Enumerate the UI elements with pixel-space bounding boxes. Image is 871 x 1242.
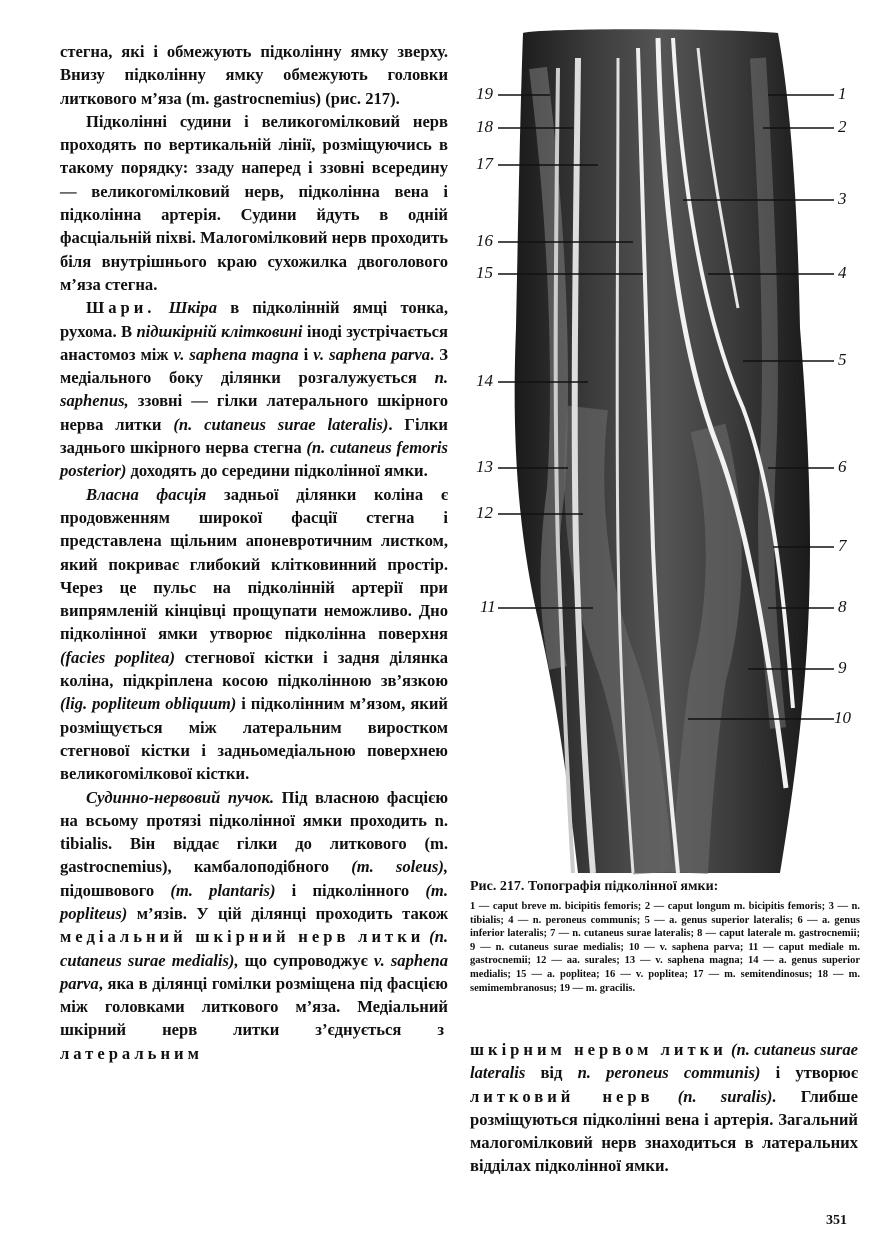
caption-legend: 1 — caput breve m. bicipitis femoris; 2 — caput longum m. bicipitis femoris; 3 — n. tibialis; 4 — n. peroneus communis; 5 — a. genus superior lateralis; 6 — a. genus inferior lateralis; 7 — n. cutaneus surae lateralis; 8 — caput laterale m. gastrocnemii; 9 — n. cutaneus surae medialis; 10 — v. saphena parva; 11 — caput mediale m. gastrocnemii; 12 — aa. surales; 13 — v. saphena magna; 14 — a. genus superior medialis; 15 — a. poplitea; 16 — v. poplitea; 17 — m. semitendinosus; 18 — m. semimembranosus; 19 — m. gracilis. [470, 901, 860, 994]
paragraph-1: стегна, які і обмежують підколінну ямку зверху. Внизу підколінну ямку обмежують головки литкового м’яза (m. gastrocnemius) (рис. 217). [60, 42, 448, 108]
paragraph-2: Підколінні судини і великогомілковий нерв проходять по вертикальній лінії, розміщуючись в такому порядку: ззаду наперед і ззовні всередину — великогомілковий нерв, підколінна вена і підколінна артерія. Судини йдуть в одній фасціальній піхві. Малогомілковий нерв проходить біля внутрішнього краю сухожилка двоголового м’яза стегна. [60, 111, 448, 294]
paragraph-5: Судинно-нервовий пучок. Під власною фасцією на всьому протязі підколінної ямки проходить n. tibialis. Він віддає гілки до литкового (m. gastrocnemius), камбалоподібного (m. soleus), підошвового (m. plantaris) і підколінного (m. popliteus) м’язів. У цій ділянці проходить також медіальний шкірний нерв литки (n. cutaneus surae medialis), що супроводжує v. saphena parva, яка в ділянці гомілки розміщена під фасцією між головками литкового м’яза. Медіальний шкірний нерв литки з’єднується з латеральним [60, 787, 449, 1063]
fig-label-8: 8 [838, 597, 847, 616]
fig-label-4: 4 [838, 263, 847, 282]
caption-title: Рис. 217. Топографія підколінної ямки: [470, 879, 719, 894]
fig-label-18: 18 [476, 117, 493, 136]
fig-label-14: 14 [476, 371, 493, 390]
fig-label-12: 12 [476, 503, 493, 522]
fig-label-10: 10 [834, 708, 851, 727]
paragraph-4: Власна фасція задньої ділянки коліна є продовженням широкої фасції стегна і представлена щільним апоневротичним листком, який покриває глибокий клітковинний простір. Через це пульс на підколінній артерії при випрямленій кінцівці прощупати неможливо. Дно підколінної ямки утворює підколінна поверхня (facies poplitea) стегнової кістки і задня ділянка коліна, підкріплена косою підколінною зв’язкою (lig. popliteum obliquum) і підколінним м’язом, який розміщується між латеральним виростком стегнової кістки і задньомедіальною поверхнею великогомілкової кістки. [60, 484, 448, 784]
page-number: 351 [826, 1213, 847, 1228]
figure-caption [470, 878, 860, 995]
fig-label-3: 3 [838, 189, 847, 208]
fig-label-1: 1 [838, 84, 847, 103]
paragraph-3: Шари. Шкіра в підколінній ямці тонка, рухома. В підшкірній клітковині іноді зустрічається анастомоз між v. saphena magna і v. saphena parva. З медіального боку ділянки розгалужується n. saphenus, ззовні — гілки латерального шкірного нерва литки (n. cutaneus surae lateralis). Гілки заднього шкірного нерва стегна (n. cutaneus femoris posterior) доходять до середини підколінної ямки. [60, 298, 448, 481]
fig-label-5: 5 [838, 350, 847, 369]
fig-label-13: 13 [476, 457, 493, 476]
section-head-layers: Шари. [86, 298, 156, 318]
fig-label-2: 2 [838, 117, 847, 136]
fig-label-15: 15 [476, 263, 493, 282]
fig-label-19: 19 [476, 84, 493, 103]
fig-label-6: 6 [838, 457, 847, 476]
popliteal-fossa-figure [468, 28, 868, 878]
right-bottom-paragraph: шкірним нервом литки (n. cutaneus surae lateralis від n. peroneus communis) і утворює литковий нерв (n. suralis). Глибше розміщуються підколінні вена і артерія. Загальний малогомілковий нерв знаходиться в латеральних відділах підколінної ямки. [470, 1040, 859, 1176]
fig-label-7: 7 [838, 536, 847, 555]
fig-label-17: 17 [476, 154, 493, 173]
fig-label-9: 9 [838, 658, 847, 677]
fig-label-16: 16 [476, 231, 493, 250]
anatomy-illustration [468, 28, 868, 878]
fig-label-11: 11 [480, 597, 496, 616]
left-text-column [60, 40, 448, 1065]
